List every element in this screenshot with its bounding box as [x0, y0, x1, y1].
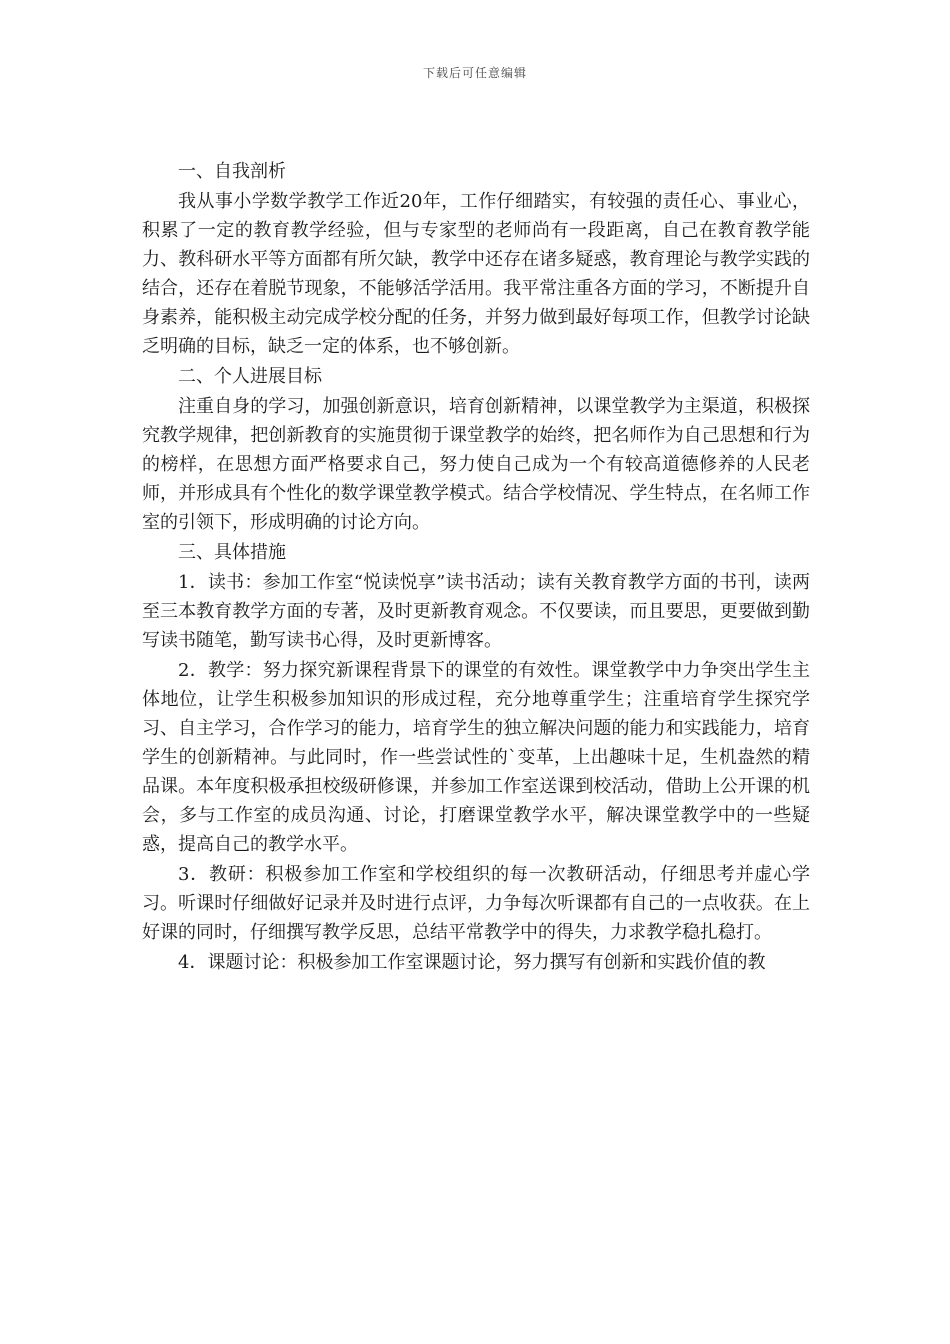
paragraph-self-analysis: 我从事小学数学教学工作近20年，工作仔细踏实，有较强的责任心、事业心，积累了一定的教育教学经验，但与专家型的老师尚有一段距离，自己在教育教学能力、教科研水平等方面都有所欠缺，教学中还存在诸多疑惑，教育理论与教学实践的结合，还存在着脱节现象，不能够活学活用。我平常注重各方面的学习，不断提升自身素养，能积极主动完成学校分配的任务，并努力做到最好每项工作，但教学讨论缺乏明确的目标，缺乏一定的体系，也不够创新。 — [142, 191, 810, 357]
paragraph-personal-goals: 注重自身的学习，加强创新意识，培育创新精神，以课堂教学为主渠道，积极探究教学规律，把创新教育的实施贯彻于课堂教学的始终，把名师作为自己思想和行为的榜样，在思想方面严格要求自己，努力使自己成为一个有较高道德修养的人民老师，并形成具有个性化的数学课堂教学模式。结合学校情况、学生特点，在名师工作室的引领下，形成明确的讨论方向。 — [142, 396, 810, 533]
section-heading-personal-goals: 二、个人进展目标 — [178, 366, 322, 387]
paragraph-measure-topic-study: 4．课题讨论：积极参加工作室课题讨论，努力撰写有创新和实践价值的教 — [178, 952, 766, 973]
section-heading-measures: 三、具体措施 — [178, 542, 286, 563]
paragraph-measure-research: 3．教研：积极参加工作室和学校组织的每一次教研活动，仔细思考并虚心学习。听课时仔细做好记录并及时进行点评，力争每次听课都有自己的一点收获。在上好课的同时，仔细撰写教学反思，总结平常教学中的得失，力求教学稳扎稳打。 — [142, 864, 810, 943]
paragraph-measure-reading: 1．读书：参加工作室“悦读悦享”读书活动；读有关教育教学方面的书刊，读两至三本教育教学方面的专著，及时更新教育观念。不仅要读，而且要思，更要做到勤写读书随笔，勤写读书心得，及时更新博客。 — [142, 572, 810, 651]
page-header: 下载后可任意编辑 — [422, 66, 527, 80]
section-heading-self-analysis: 一、自我剖析 — [178, 161, 286, 182]
paragraph-measure-teaching: 2．教学：努力探究新课程背景下的课堂的有效性。课堂教学中力争突出学生主体地位，让学生积极参加知识的形成过程，充分地尊重学生；注重培育学生探究学习、自主学习，合作学习的能力，培育学生的独立解决问题的能力和实践能力，培育学生的创新精神。与此同时，作一些尝试性的`变革，上出趣味十足，生机盎然的精品课。本年度积极承担校级研修课，并参加工作室送课到校活动，借助上公开课的机会，多与工作室的成员沟通、讨论，打磨课堂教学水平，解决课堂教学中的一些疑惑，提高自己的教学水平。 — [142, 660, 810, 855]
document-body — [142, 157, 810, 978]
